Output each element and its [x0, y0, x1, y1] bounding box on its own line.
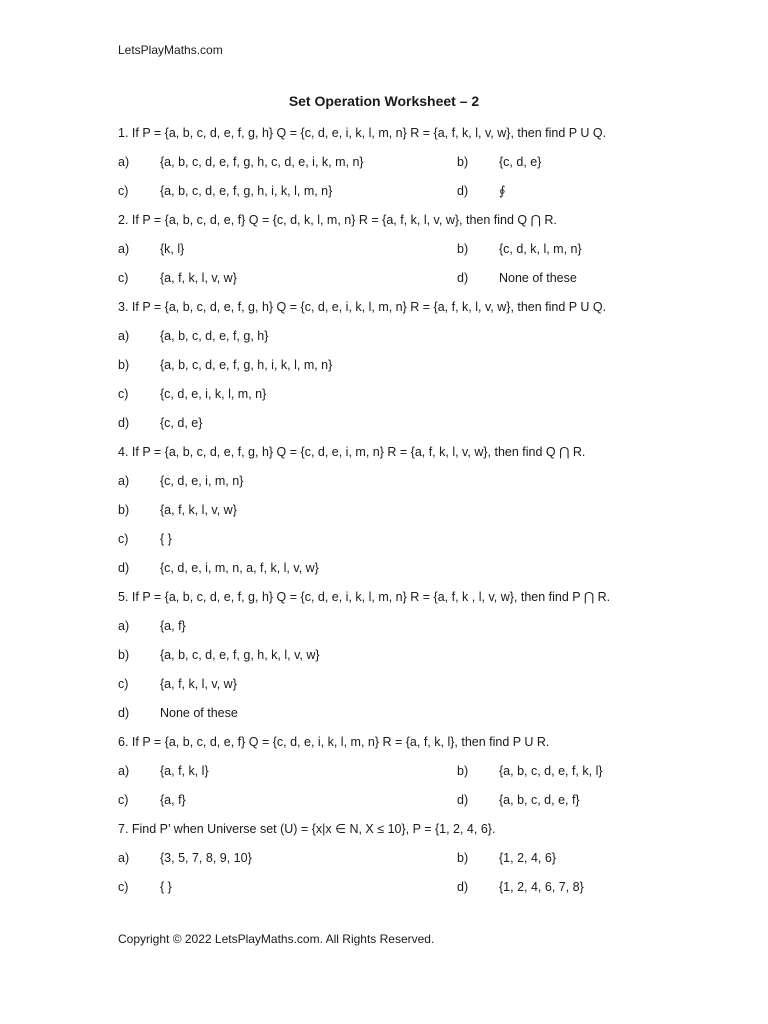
question-text: 2. If P = {a, b, c, d, e, f} Q = {c, d, k, l, m, n} R = {a, f, k, l, v, w}, then find Q ⋂ R. [118, 213, 557, 227]
option-label: b) [118, 648, 130, 662]
option-text: None of these [499, 271, 577, 285]
option-row [118, 676, 638, 705]
option-label: a) [118, 155, 130, 169]
option-text: {a, b, c, d, e, f, g, h, k, l, v, w} [160, 648, 320, 662]
option-label: a) [118, 329, 130, 343]
option-text: {a, f, k, l} [160, 764, 209, 778]
option-text: {a, f, k, l, v, w} [160, 271, 237, 285]
option-row [118, 357, 638, 386]
option-text: {3, 5, 7, 8, 9, 10} [160, 851, 252, 865]
worksheet-title: Set Operation Worksheet – 2 [288, 93, 480, 109]
option-row [118, 328, 638, 357]
option-text: {c, d, e, i, m, n, a, f, k, l, v, w} [160, 561, 319, 575]
option-text: {a, b, c, d, e, f, g, h, i, k, l, m, n} [160, 184, 333, 198]
option-text: {c, d, e} [160, 416, 203, 430]
option-label: b) [457, 851, 469, 865]
option-label: d) [457, 793, 469, 807]
option-text: { } [160, 880, 172, 894]
option-text: {a, f, k, l, v, w} [160, 503, 237, 517]
question-text: 7. Find P’ when Universe set (U) = {x|x ∈ N, X ≤ 10}, P = {1, 2, 4, 6}. [118, 822, 496, 836]
option-text: {k, l} [160, 242, 185, 256]
option-text: {c, d, e, i, m, n} [160, 474, 244, 488]
option-label: d) [457, 184, 469, 198]
question-text: 3. If P = {a, b, c, d, e, f, g, h} Q = {c, d, e, i, k, l, m, n} R = {a, f, k, l, v, w}, then find P U Q. [118, 300, 607, 314]
option-text: {a, b, c, d, e, f, g, h, c, d, e, i, k, m, n} [160, 155, 364, 169]
option-text: {a, b, c, d, e, f, g, h} [160, 329, 269, 343]
option-label: b) [457, 242, 469, 256]
option-row [118, 473, 638, 502]
option-text: {a, b, c, d, e, f, g, h, i, k, l, m, n} [160, 358, 333, 372]
option-row [118, 502, 638, 531]
option-row [118, 792, 638, 821]
option-row [118, 850, 638, 879]
option-label: a) [118, 242, 130, 256]
option-label: d) [457, 880, 469, 894]
option-label: a) [118, 764, 130, 778]
option-label: d) [118, 706, 130, 720]
option-text: ∮ [499, 184, 506, 198]
option-text: {a, f} [160, 793, 186, 807]
option-text: {1, 2, 4, 6} [499, 851, 556, 865]
option-label: a) [118, 851, 130, 865]
option-row [118, 183, 638, 212]
option-label: b) [118, 503, 130, 517]
option-label: c) [118, 271, 129, 285]
option-text: {a, b, c, d, e, f} [499, 793, 580, 807]
question-text: 4. If P = {a, b, c, d, e, f, g, h} Q = {c, d, e, i, m, n} R = {a, f, k, l, v, w}, then find Q ⋂ R. [118, 445, 586, 459]
option-label: c) [118, 793, 129, 807]
option-text: {1, 2, 4, 6, 7, 8} [499, 880, 584, 894]
option-label: c) [118, 184, 129, 198]
option-row [118, 618, 638, 647]
option-text: {a, f, k, l, v, w} [160, 677, 237, 691]
option-text: {a, f} [160, 619, 186, 633]
option-text: None of these [160, 706, 238, 720]
option-text: {c, d, e, i, k, l, m, n} [160, 387, 267, 401]
option-row [118, 531, 638, 560]
option-row [118, 879, 638, 908]
option-row [118, 241, 638, 270]
option-label: b) [457, 155, 469, 169]
question-text: 5. If P = {a, b, c, d, e, f, g, h} Q = {c, d, e, i, k, l, m, n} R = {a, f, k , l, v, w}, then find P ⋂ R. [118, 590, 611, 604]
option-label: a) [118, 619, 130, 633]
option-row [118, 154, 638, 183]
option-text: {c, d, k, l, m, n} [499, 242, 582, 256]
copyright-footer: Copyright © 2022 LetsPlayMaths.com. All Rights Reserved. [118, 932, 435, 946]
option-row [118, 647, 638, 676]
question-text: 1. If P = {a, b, c, d, e, f, g, h} Q = {c, d, e, i, k, l, m, n} R = {a, f, k, l, v, w}, then find P U Q. [118, 126, 607, 140]
question-list [118, 125, 638, 908]
option-row [118, 415, 638, 444]
option-label: a) [118, 474, 130, 488]
option-text: {a, b, c, d, e, f, k, l} [499, 764, 603, 778]
option-label: b) [118, 358, 130, 372]
option-label: c) [118, 677, 129, 691]
question-text: 6. If P = {a, b, c, d, e, f} Q = {c, d, e, i, k, l, m, n} R = {a, f, k, l}, then find P U R. [118, 735, 550, 749]
option-label: c) [118, 387, 129, 401]
option-text: {c, d, e} [499, 155, 542, 169]
option-row [118, 270, 638, 299]
option-label: d) [118, 416, 130, 430]
option-text: { } [160, 532, 172, 546]
option-row [118, 386, 638, 415]
option-label: c) [118, 880, 129, 894]
option-label: d) [457, 271, 469, 285]
option-row [118, 705, 638, 734]
option-label: b) [457, 764, 469, 778]
site-name: LetsPlayMaths.com [118, 43, 223, 57]
option-label: c) [118, 532, 129, 546]
option-row [118, 763, 638, 792]
option-label: d) [118, 561, 130, 575]
option-row [118, 560, 638, 589]
